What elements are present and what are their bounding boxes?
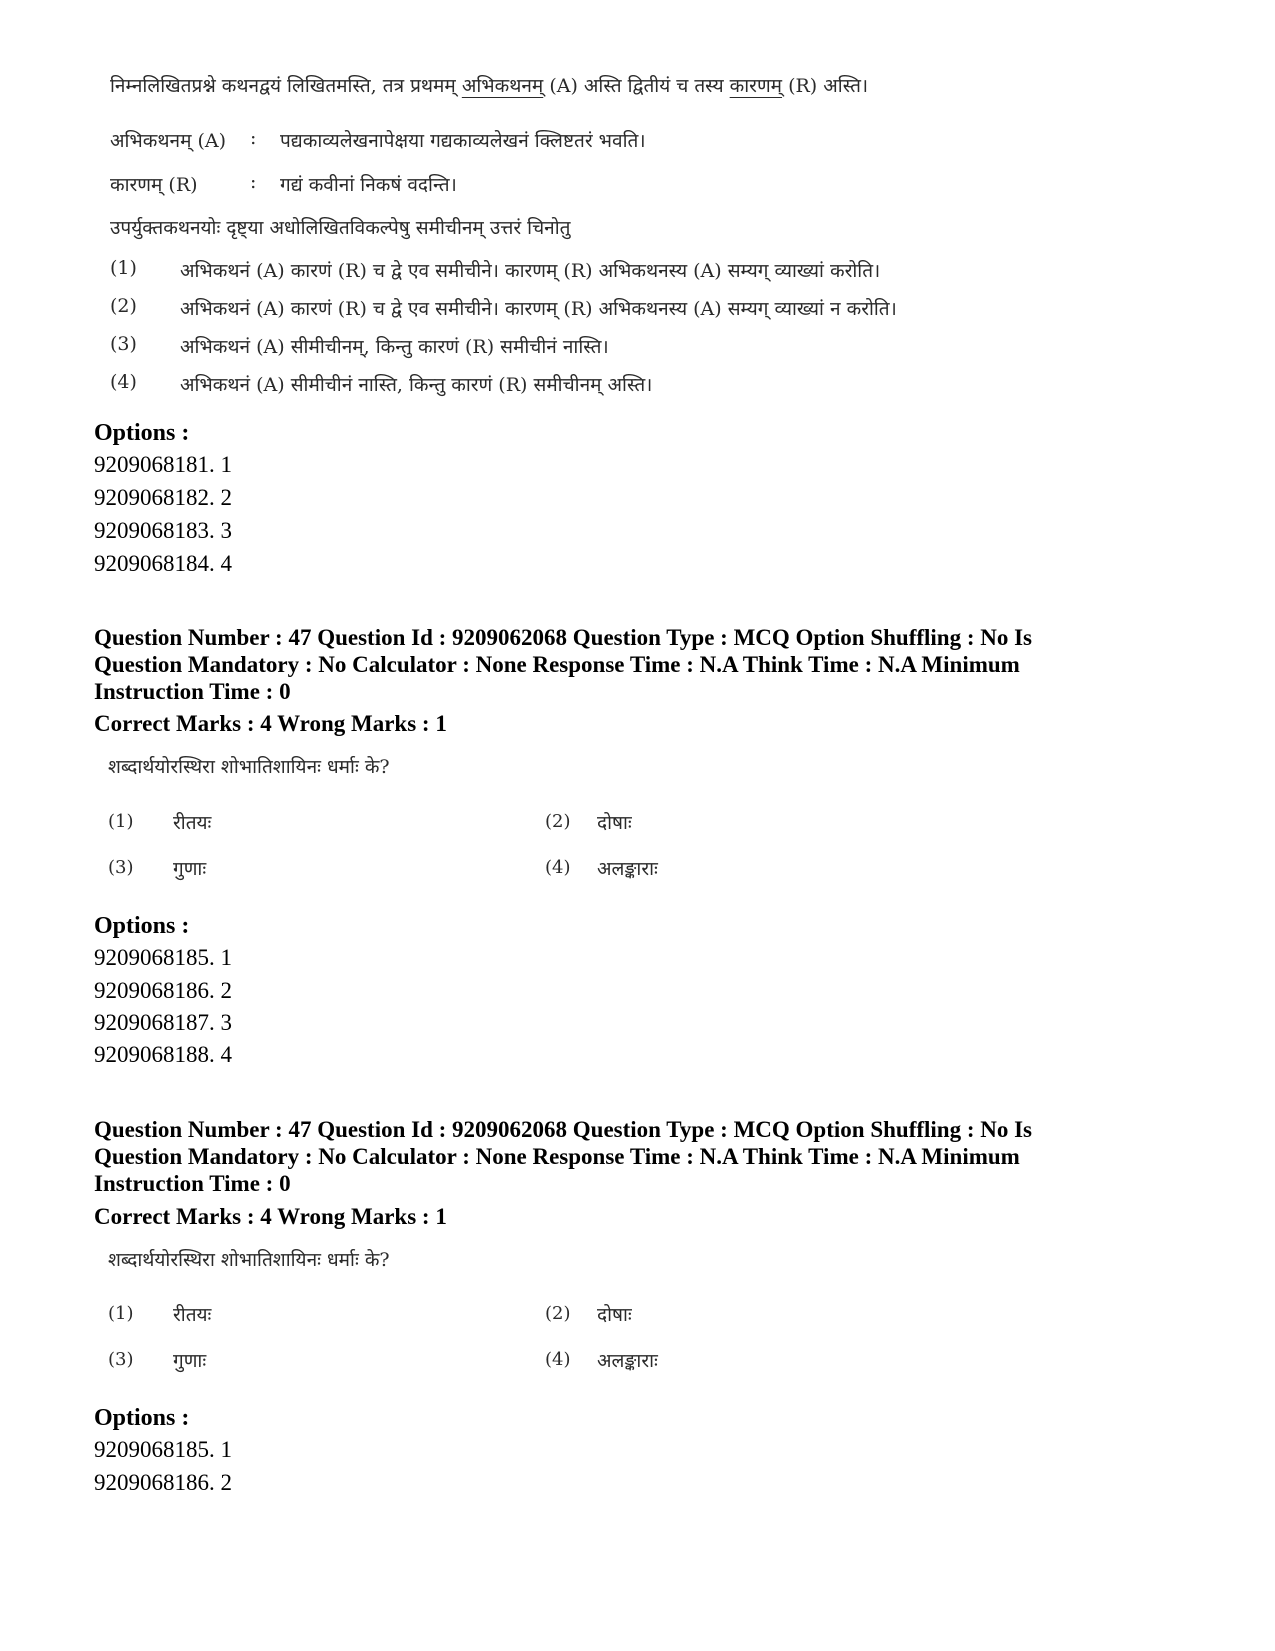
q46-option-1: 9209068181. 1 — [94, 452, 232, 477]
q46-assertion-text: पद्यकाव्यलेखनापेक्षया गद्यकाव्यलेखनं क्लिष्टतरं भवति। — [280, 130, 646, 152]
q46-instruction: उपर्युक्तकथनयोः दृष्ट्या अधोलिखितविकल्पेषु समीचीनम् उत्तरं चिनोतु — [110, 217, 571, 239]
q46-intro — [110, 72, 868, 98]
q47a-choice-3-num: (3) — [108, 857, 134, 878]
q47a-option-2: 9209068186. 2 — [94, 978, 232, 1003]
q47a-choice-2-text: दोषाः — [597, 812, 632, 834]
q47b-question: शब्दार्थयोरस्थिरा शोभातिशायिनः धर्माः के? — [108, 1249, 390, 1271]
q46-intro-assertion-term: अभिकथनम् — [461, 75, 544, 97]
q47b-options-label: Options : — [94, 1405, 190, 1431]
q47b-meta-line-1: Question Number : 47 Question Id : 9209062068 Question Type : MCQ Option Shuffling : No Is — [94, 1117, 1033, 1142]
q46-options-label: Options : — [94, 420, 190, 446]
q47b-choice-1-text: रीतयः — [173, 1304, 212, 1326]
q47a-choice-4-text: अलङ्काराः — [597, 858, 658, 880]
q47b-option-1: 9209068185. 1 — [94, 1437, 232, 1462]
q47a-option-1: 9209068185. 1 — [94, 945, 232, 970]
q46-option-3: 9209068183. 3 — [94, 518, 232, 543]
q47b-choice-3-num: (3) — [108, 1349, 134, 1370]
q47a-option-3: 9209068187. 3 — [94, 1010, 232, 1035]
q46-option-2: 9209068182. 2 — [94, 485, 232, 510]
q47a-choice-1-num: (1) — [108, 811, 134, 832]
q46-choice-2-text: अभिकथनं (A) कारणं (R) च द्वे एव समीचीने। कारणम् (R) अभिकथनस्य (A) सम्यग् व्याख्यां न करोति। — [180, 298, 897, 320]
q47b-choice-3-text: गुणाः — [173, 1350, 207, 1372]
q47a-marks: Correct Marks : 4 Wrong Marks : 1 — [94, 711, 447, 736]
q46-intro-mid: (A) अस्ति द्वितीयं च तस्य — [549, 75, 724, 97]
q47a-option-4: 9209068188. 4 — [94, 1042, 232, 1067]
q47b-choice-2-text: दोषाः — [597, 1304, 632, 1326]
q47a-meta-line-1: Question Number : 47 Question Id : 9209062068 Question Type : MCQ Option Shuffling : No Is — [94, 625, 1033, 650]
q46-reason-text: गद्यं कवीनां निकषं वदन्ति। — [280, 174, 457, 196]
q47a-choice-3-text: गुणाः — [173, 858, 207, 880]
q47b-choice-1-num: (1) — [108, 1303, 134, 1324]
q46-choice-3-text: अभिकथनं (A) सीमीचीनम्, किन्तु कारणं (R) समीचीनं नास्ति। — [180, 336, 609, 358]
q46-option-4: 9209068184. 4 — [94, 551, 232, 576]
q47b-option-2: 9209068186. 2 — [94, 1470, 232, 1495]
q47a-question: शब्दार्थयोरस्थिरा शोभातिशायिनः धर्माः के? — [108, 756, 390, 778]
q47b-meta-line-2: Question Mandatory : No Calculator : None Response Time : N.A Think Time : N.A Minimum — [94, 1144, 1020, 1169]
q46-intro-reason-term: कारणम् — [729, 75, 783, 97]
q47a-meta-line-2: Question Mandatory : No Calculator : None Response Time : N.A Think Time : N.A Minimum — [94, 652, 1020, 677]
q47b-meta-line-3: Instruction Time : 0 — [94, 1171, 291, 1196]
q47b-choice-4-text: अलङ्काराः — [597, 1350, 658, 1372]
q47a-choice-2-num: (2) — [545, 811, 571, 832]
q47a-choice-4-num: (4) — [545, 857, 571, 878]
q46-assertion-label: अभिकथनम् (A) — [110, 130, 227, 152]
q46-reason-sep: : — [250, 171, 257, 193]
q46-intro-post: (R) अस्ति। — [788, 75, 869, 97]
q47b-marks: Correct Marks : 4 Wrong Marks : 1 — [94, 1204, 447, 1229]
q46-choice-4-num: (4) — [110, 371, 137, 393]
q46-choice-3-num: (3) — [110, 333, 137, 355]
q47b-choice-4-num: (4) — [545, 1349, 571, 1370]
q47a-options-label: Options : — [94, 913, 190, 939]
q47a-choice-1-text: रीतयः — [173, 812, 212, 834]
q46-intro-pre: निम्नलिखितप्रश्ने कथनद्वयं लिखितमस्ति, तत्र प्रथमम् — [110, 75, 456, 97]
q47b-choice-2-num: (2) — [545, 1303, 571, 1324]
q46-reason-label: कारणम् (R) — [110, 174, 198, 196]
q46-choice-1-text: अभिकथनं (A) कारणं (R) च द्वे एव समीचीने। कारणम् (R) अभिकथनस्य (A) सम्यग् व्याख्यां करोति। — [180, 260, 881, 282]
q46-choice-1-num: (1) — [110, 257, 137, 279]
q47a-meta-line-3: Instruction Time : 0 — [94, 679, 291, 704]
q46-choice-4-text: अभिकथनं (A) सीमीचीनं नास्ति, किन्तु कारणं (R) समीचीनम् अस्ति। — [180, 374, 653, 396]
q46-choice-2-num: (2) — [110, 295, 137, 317]
q46-assertion-sep: : — [250, 127, 257, 149]
